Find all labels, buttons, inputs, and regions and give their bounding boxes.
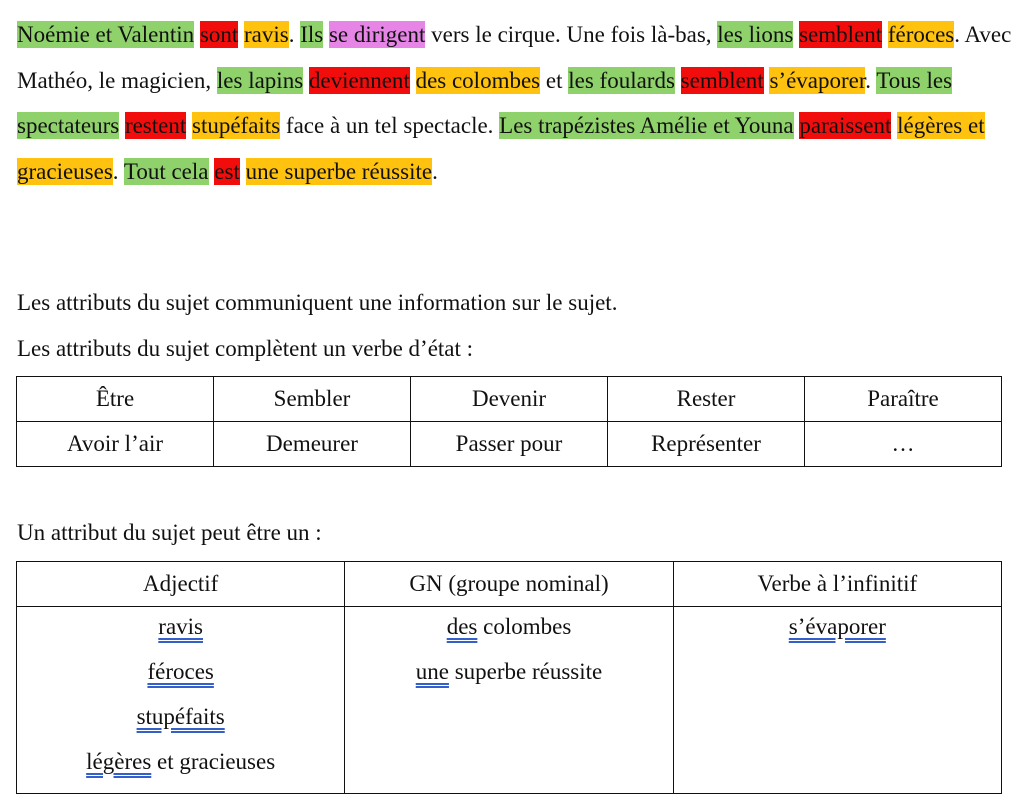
highlight-green: les lions — [717, 22, 794, 47]
underlined-word: une — [415, 659, 449, 684]
table-cell: Paraître — [805, 377, 1002, 422]
table-cell: Passer pour — [411, 422, 608, 467]
table-row — [17, 607, 1002, 794]
attribute-types-table — [16, 561, 1002, 794]
highlight-green: Tous les spectateurs — [17, 67, 953, 138]
infinitif-cell — [673, 607, 1001, 794]
highlight-green: Les trapézistes Amélie et Youna — [499, 113, 794, 138]
table-row — [17, 422, 1002, 467]
example-item — [674, 613, 1001, 658]
state-verbs-table — [16, 376, 1002, 467]
header-infinitif: Verbe à l’infinitif — [673, 562, 1001, 607]
table-cell: Rester — [608, 377, 805, 422]
plain-text — [675, 67, 681, 94]
underlined-word: des — [446, 614, 478, 639]
header-gn: GN (groupe nominal) — [345, 562, 673, 607]
example-item — [345, 658, 672, 703]
table-cell: Avoir l’air — [17, 422, 214, 467]
example-item — [345, 613, 672, 658]
underlined-word: ravis — [158, 614, 204, 639]
table-cell: Demeurer — [214, 422, 411, 467]
gn-cell — [345, 607, 673, 794]
highlight-orange: une superbe réussite — [245, 158, 433, 184]
plain-text — [240, 158, 246, 185]
example-item — [17, 613, 344, 658]
plain-text: . — [112, 158, 124, 184]
infinitif-list — [674, 607, 1001, 658]
highlight-orange: légères et gracieuses — [17, 113, 985, 184]
plain-text — [882, 21, 888, 48]
highlight-green: Tout cela — [123, 158, 209, 184]
highlight-green: Ils — [300, 22, 324, 47]
table-cell: Sembler — [214, 377, 411, 422]
plain-text: vers le cirque. Une fois là-bas, — [425, 22, 718, 47]
types-intro-line: Un attribut du sujet peut être un : — [17, 520, 322, 545]
table-header-row — [17, 562, 1002, 607]
underlined-word: légères — [86, 749, 152, 774]
plain-text: . Avec Mathéo, le magicien, — [17, 22, 1012, 93]
gn-list — [345, 607, 672, 703]
example-item — [17, 658, 344, 703]
plain-text: et — [540, 67, 569, 93]
plain-text: . — [432, 158, 438, 184]
highlight-green: les foulards — [568, 67, 675, 93]
plain-text: face à un tel spectacle. — [280, 113, 500, 138]
highlight-red: paraissent — [799, 113, 892, 138]
highlight-green: Noémie et Valentin — [17, 22, 195, 47]
definition-line: Les attributs du sujet communiquent une information sur le sujet. — [17, 290, 618, 315]
story-paragraph — [17, 12, 1017, 194]
highlight-orange: stupéfaits — [192, 113, 281, 138]
verbs-intro-line: Les attributs du sujet complètent un verbe d’état : — [17, 336, 474, 361]
example-rest: et gracieuses — [151, 749, 276, 774]
underlined-word: s’évaporer — [788, 614, 886, 639]
plain-text: . — [865, 67, 877, 93]
table-cell: Représenter — [608, 422, 805, 467]
table-cell: Devenir — [411, 377, 608, 422]
highlight-green: les lapins — [216, 67, 304, 93]
highlight-red: restent — [124, 113, 187, 138]
underlined-word: féroces — [147, 659, 214, 684]
highlight-orange: féroces — [887, 22, 955, 47]
example-item — [17, 703, 344, 748]
highlight-red: semblent — [799, 22, 883, 47]
example-rest: colombes — [477, 614, 572, 639]
example-rest: superbe réussite — [448, 659, 603, 684]
highlight-red: deviennent — [308, 67, 410, 93]
table-cell: Être — [17, 377, 214, 422]
underlined-word: stupéfaits — [136, 704, 225, 729]
plain-text — [410, 67, 416, 94]
highlight-orange: ravis — [243, 22, 289, 47]
highlight-orange: des colombes — [415, 67, 541, 93]
highlight-orange: s’évaporer — [769, 67, 866, 93]
highlight-red: est — [214, 158, 240, 184]
adjectif-list — [17, 607, 344, 793]
example-item — [17, 748, 344, 793]
highlight-pink: se dirigent — [328, 22, 426, 47]
header-adjectif: Adjectif — [17, 562, 345, 607]
highlight-red: sont — [199, 22, 239, 47]
table-row — [17, 377, 1002, 422]
adjectif-cell — [17, 607, 345, 794]
highlight-red: semblent — [680, 67, 764, 93]
table-cell: … — [805, 422, 1002, 467]
plain-text: . — [288, 22, 301, 47]
